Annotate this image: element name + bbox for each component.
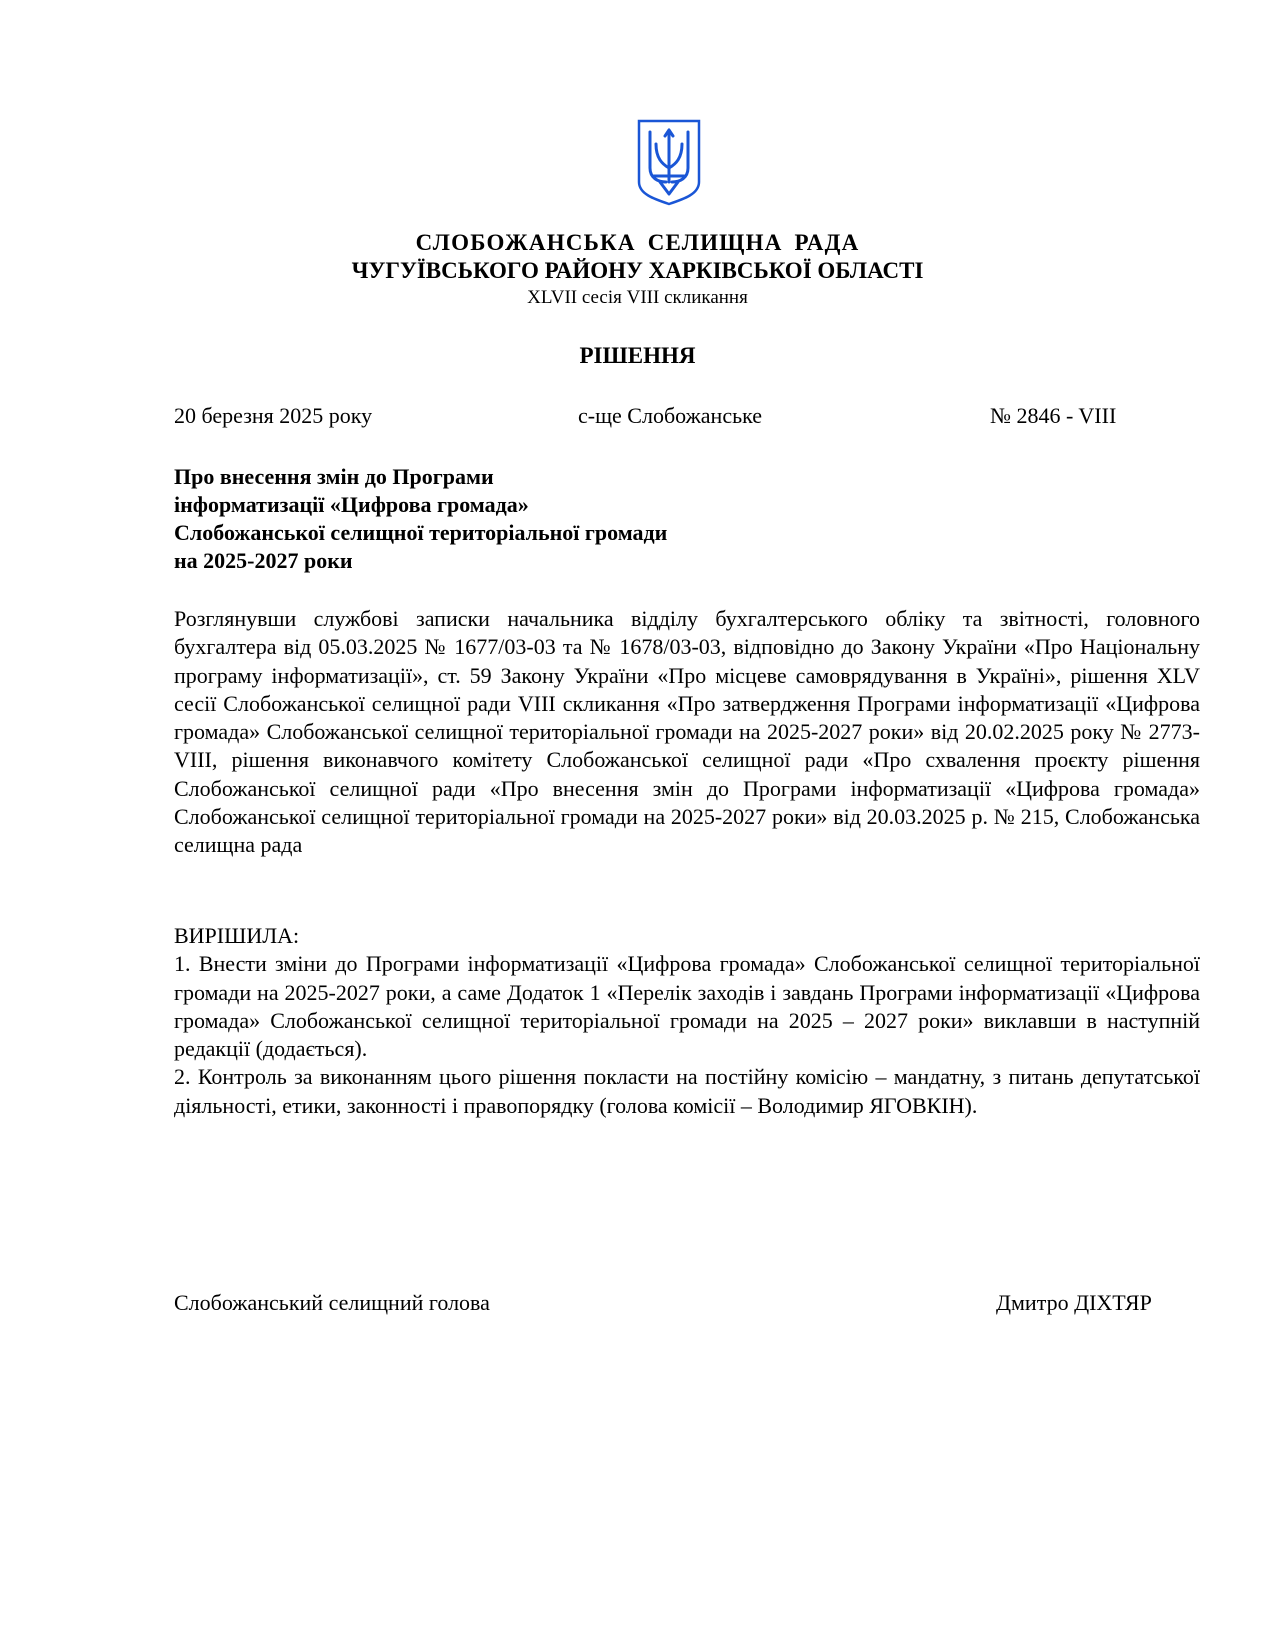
subject-line: на 2025-2027 роки xyxy=(174,548,353,573)
document-type: РІШЕННЯ xyxy=(579,343,696,368)
subject-line: Слобожанської селищної територіальної громади xyxy=(174,520,668,545)
decision-number: № 2846 - VIII xyxy=(990,403,1117,428)
resolution-item: 1. Внести зміни до Програми інформатизації «Цифрова громада» Слобожанської селищної територіальної громади на 2025-2027 роки, а саме Додаток 1 «Перелік заходів і завдань Програми інформатизації «Цифрова громада» Слобожанської селищної територіальної громади на 2025 – 2027 роки» виклавши в наступній редакції (додається). xyxy=(174,951,1200,1062)
resolution-item: 2. Контроль за виконанням цього рішення покласти на постійну комісію – мандатну, з питань депутатської діяльності, етики, законності і правопорядку (голова комісії – Володимир ЯГОВКІН). xyxy=(174,1064,1200,1118)
subject-line: Про внесення змін до Програми xyxy=(174,464,494,489)
council-name: СЛОБОЖАНСЬКА СЕЛИЩНА РАДА xyxy=(415,230,860,255)
district-name: ЧУГУЇВСЬКОГО РАЙОНУ ХАРКІВСЬКОЇ ОБЛАСТІ xyxy=(351,258,924,283)
session-line: XLVII сесія VIII скликання xyxy=(527,287,748,308)
coat-of-arms-icon xyxy=(636,118,702,206)
decision-subject xyxy=(174,463,667,575)
resolution-section xyxy=(174,922,1200,1120)
decision-place: с-ще Слобожанське xyxy=(578,403,763,428)
decision-date: 20 березня 2025 року xyxy=(174,403,373,428)
subject-line: інформатизації «Цифрова громада» xyxy=(174,492,529,517)
decided-label: ВИРІШИЛА: xyxy=(174,923,300,948)
signatory-title: Слобожанський селищний голова xyxy=(174,1290,490,1315)
signatory-name: Дмитро ДІХТЯР xyxy=(996,1290,1152,1315)
preamble-paragraph: Розглянувши службові записки начальника відділу бухгалтерського обліку та звітності, головного бухгалтера від 05.03.2025 № 1677/03-03 та № 1678/03-03, відповідно до Закону України «Про Національну програму інформатизації», ст. 59 Закону України «Про місцеве самоврядування в Україні», рішення XLV сесії Слобожанської селищної ради VIII скликання «Про затвердження Програми інформатизації «Цифрова громада» Слобожанської селищної територіальної громади на 2025-2027 роки» від 20.02.2025 року № 2773-VIII, рішення виконавчого комітету Слобожанської селищної ради «Про схвалення проєкту рішення Слобожанської селищної ради «Про внесення змін до Програми інформатизації «Цифрова громада» Слобожанської селищної територіальної громади на 2025-2027 роки» від 20.03.2025 р. № 215, Слобожанська селищна рада xyxy=(174,606,1200,858)
